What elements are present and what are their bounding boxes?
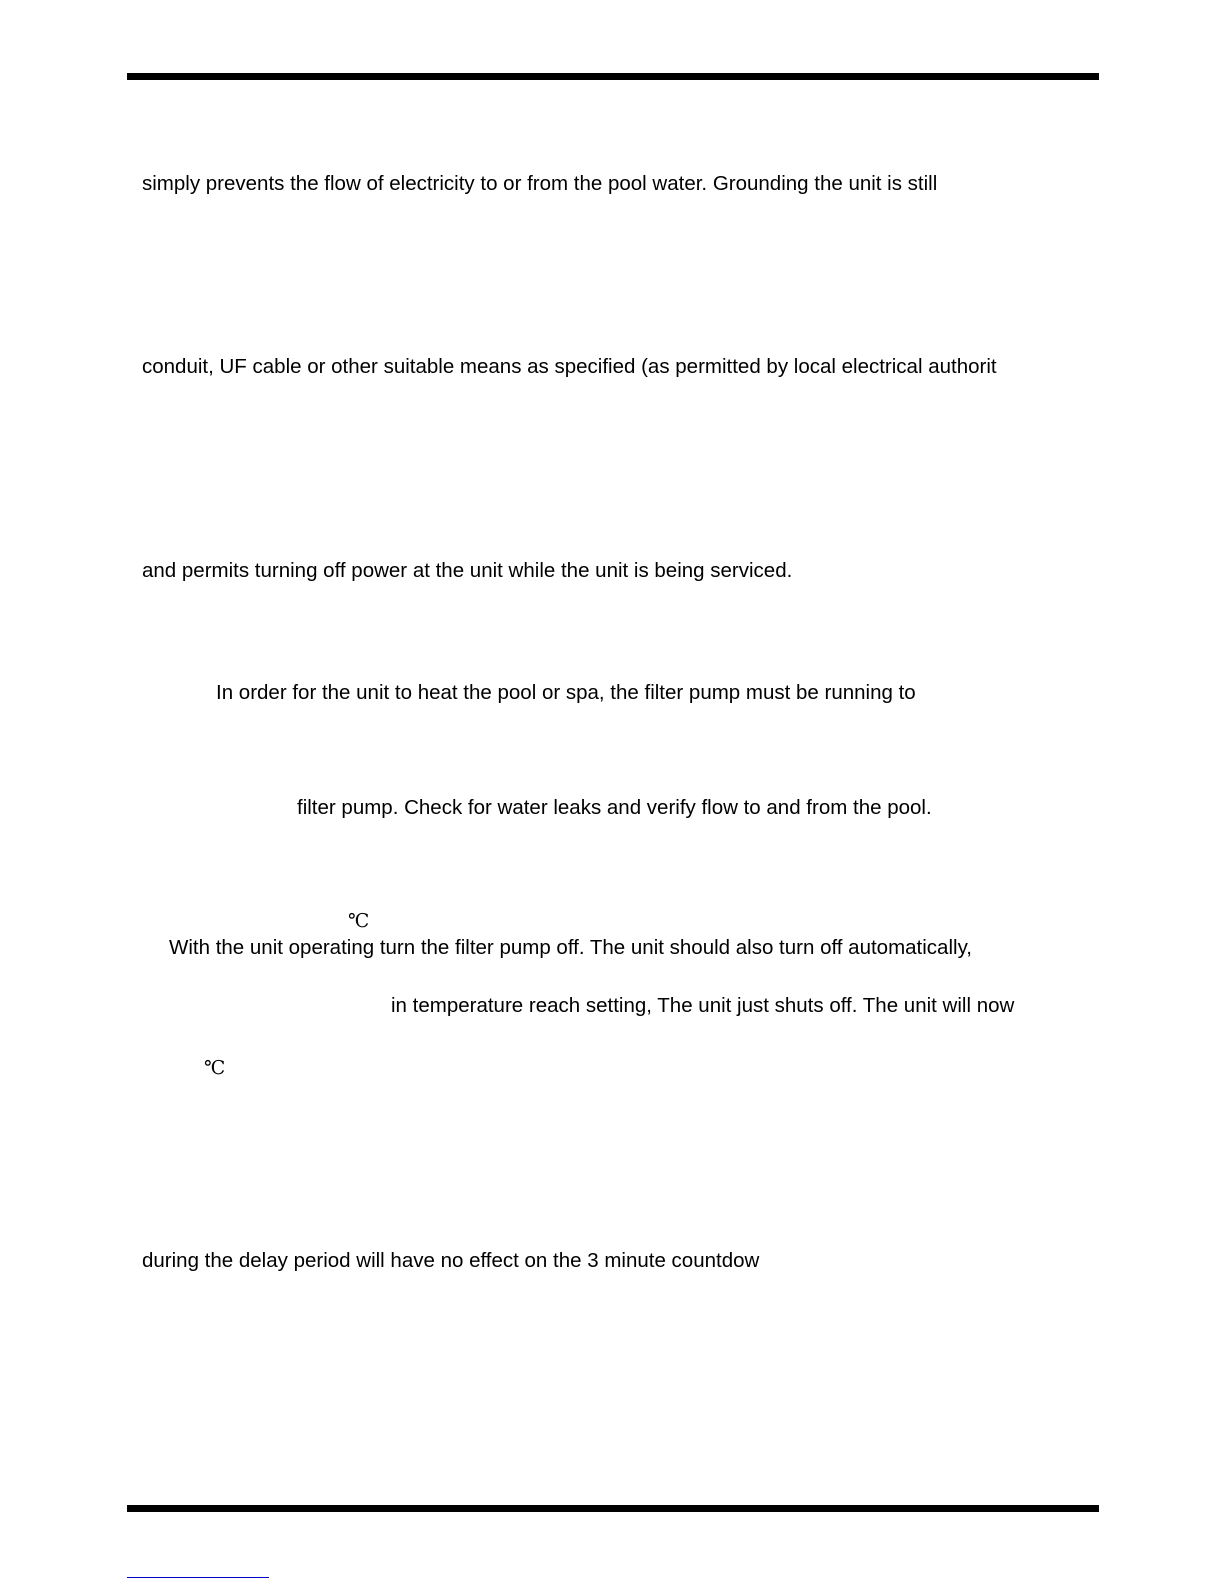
- text-line-7: in temperature reach setting, The unit just shuts off. The unit will now: [391, 994, 1015, 1017]
- text-line-2: conduit, UF cable or other suitable means as specified (as permitted by local electrical authorit: [142, 355, 997, 378]
- text-line-5: filter pump. Check for water leaks and verify flow to and from the pool.: [297, 796, 932, 819]
- celsius-symbol-1: ℃: [348, 910, 370, 932]
- footer-link-underline: [127, 1577, 269, 1578]
- text-line-3: and permits turning off power at the unit while the unit is being serviced.: [142, 559, 793, 582]
- top-rule: [127, 73, 1099, 80]
- text-line-8: during the delay period will have no effect on the 3 minute countdow: [142, 1249, 760, 1272]
- text-line-1: simply prevents the flow of electricity to or from the pool water. Grounding the unit is still: [142, 172, 938, 195]
- text-line-6: With the unit operating turn the filter pump off. The unit should also turn off automatically,: [169, 936, 972, 959]
- bottom-rule: [127, 1505, 1099, 1512]
- celsius-symbol-2: ℃: [204, 1057, 226, 1079]
- text-line-4: In order for the unit to heat the pool or spa, the filter pump must be running to: [216, 681, 916, 704]
